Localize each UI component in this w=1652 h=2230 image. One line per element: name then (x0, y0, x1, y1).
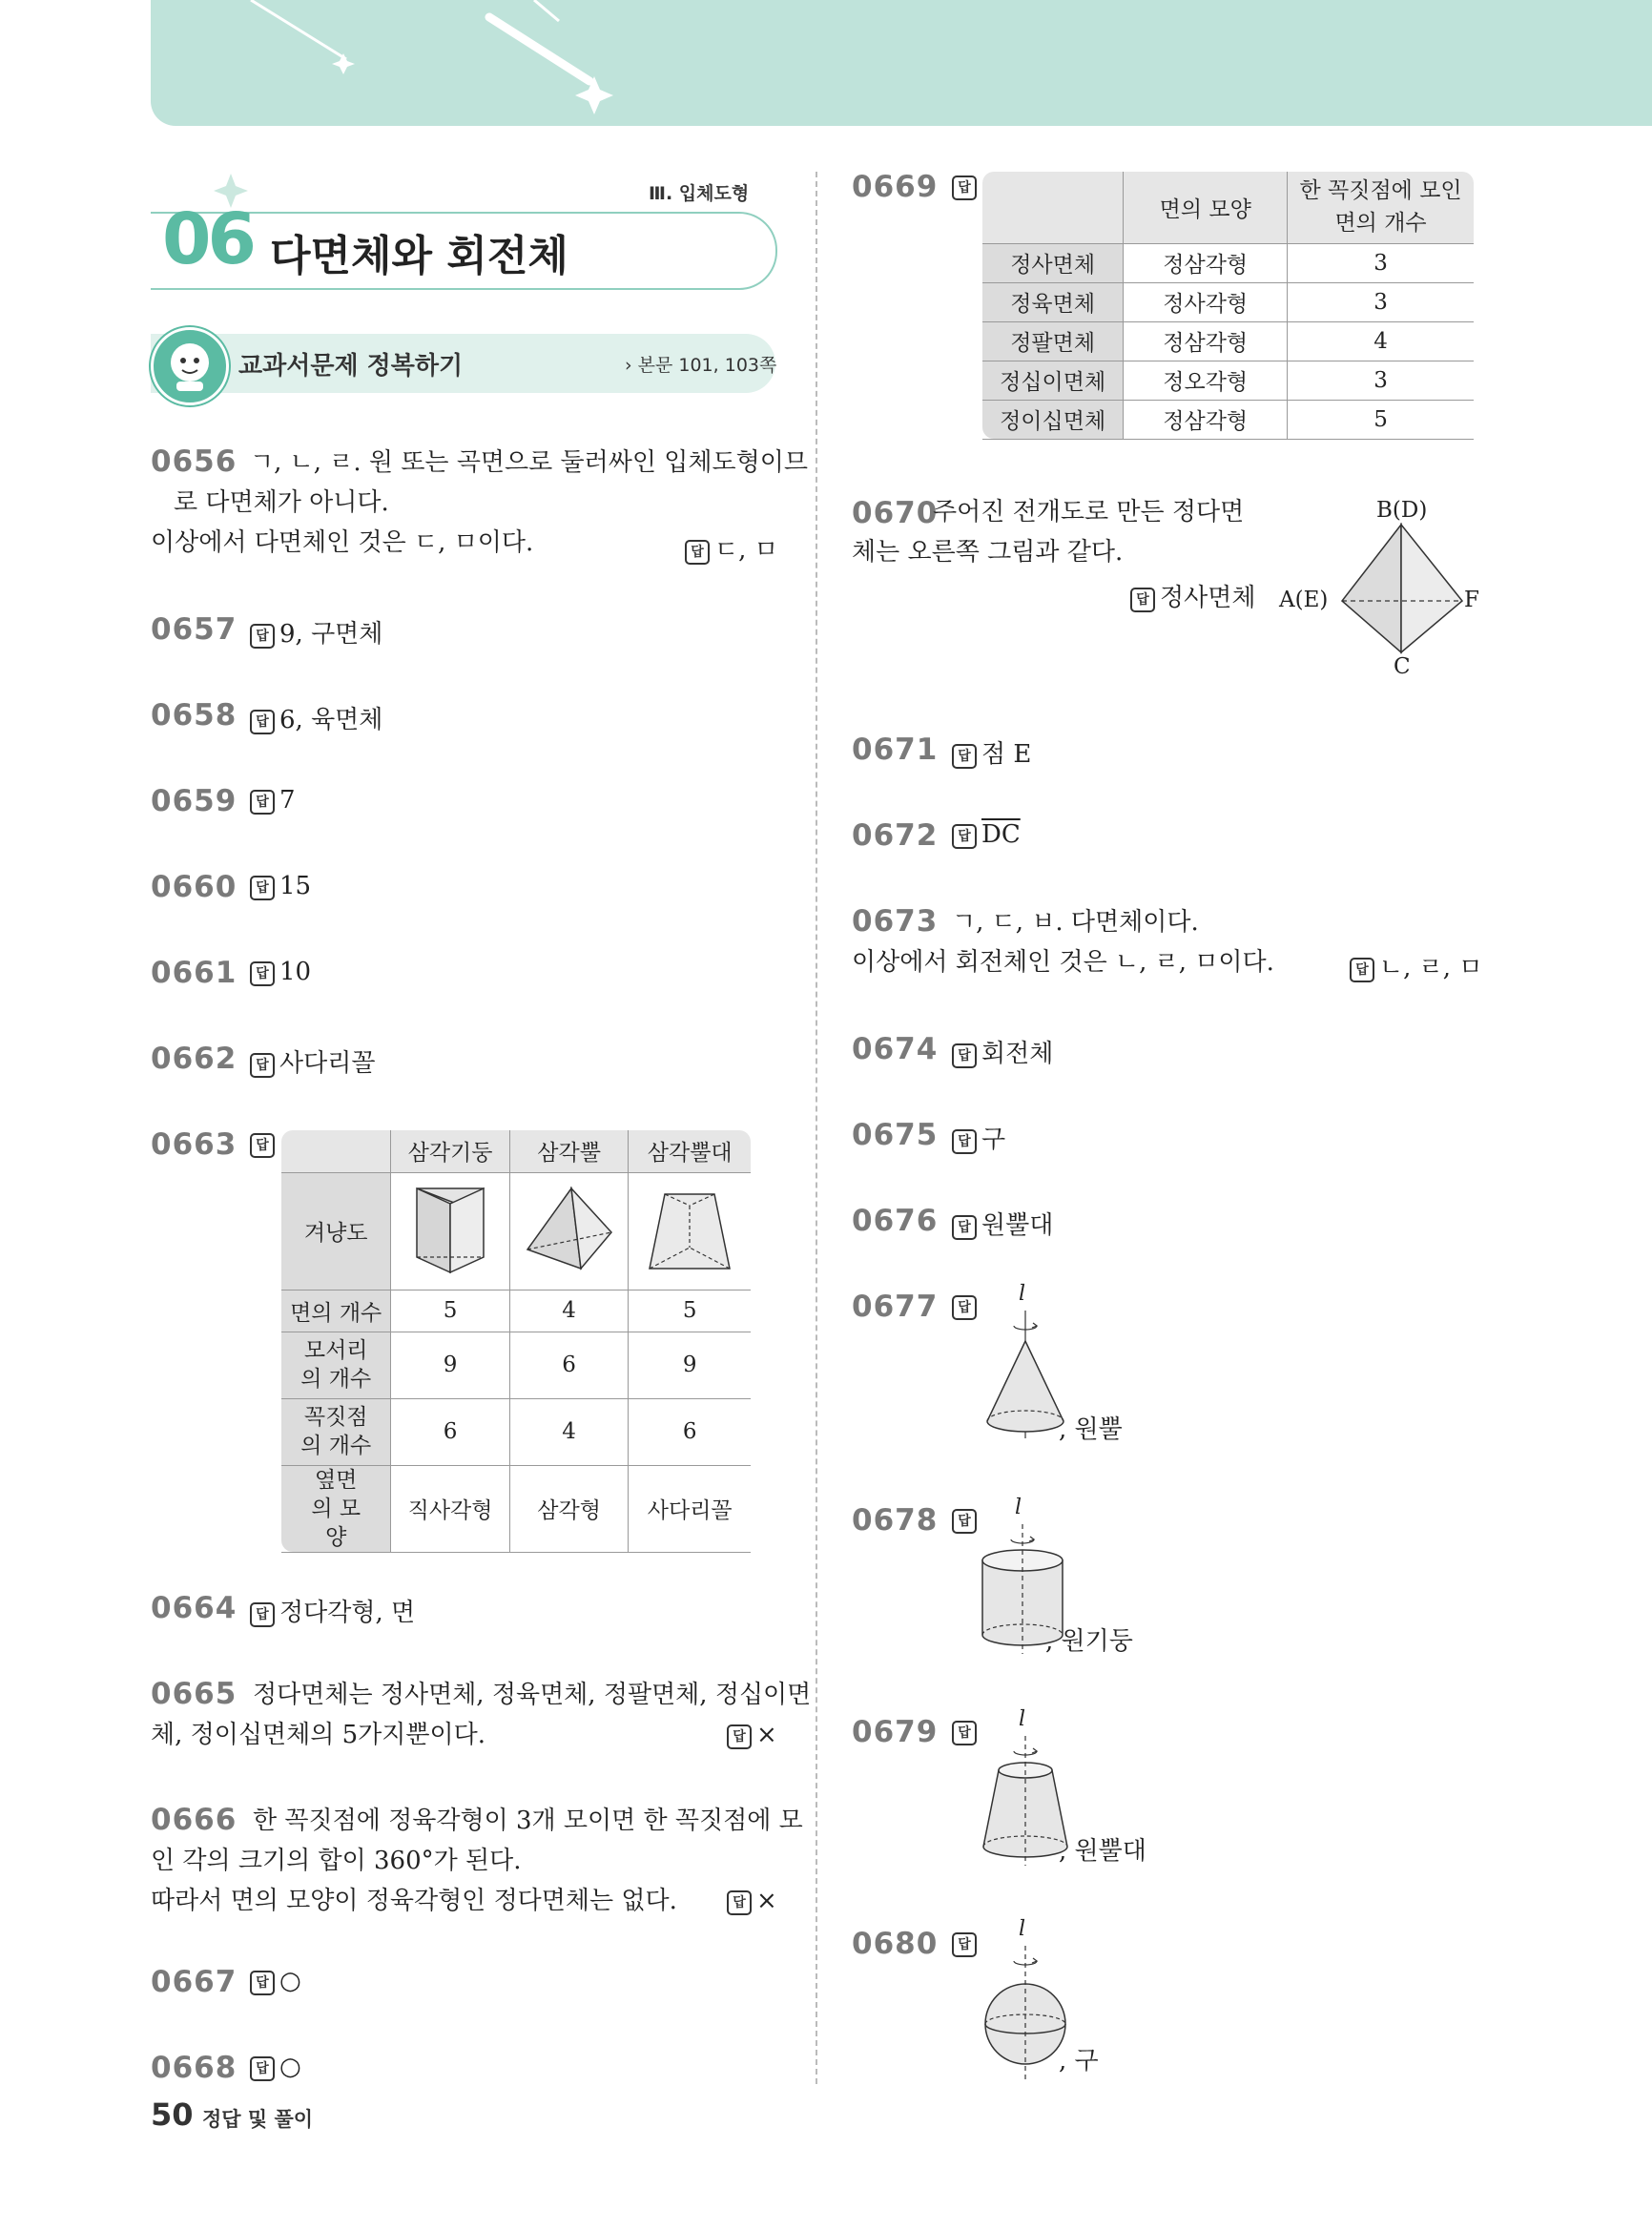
answer-text: 정사면체 (1160, 584, 1256, 612)
axis-label: l (1019, 1707, 1026, 1731)
answer-icon: 답 (1130, 588, 1155, 612)
truncated-pyramid-figure (629, 1172, 751, 1290)
cell: 정사각형 (1124, 282, 1288, 321)
pill-title: 교과서문제 정복하기 (238, 352, 464, 381)
answer-text: 회전체 (981, 1040, 1054, 1068)
explanation-line: 한 꼭짓점에 정육각형이 3개 모이면 한 꼭짓점에 모 (253, 1807, 803, 1835)
row-header: 정사면체 (982, 243, 1124, 282)
cell: 정삼각형 (1124, 321, 1288, 361)
answer (250, 1129, 279, 1158)
answer-text: 15 (279, 872, 312, 900)
answer-text: ㄷ, ㅁ (714, 536, 778, 565)
cell: 3 (1288, 243, 1474, 282)
answer-text: ○ (279, 2053, 301, 2081)
row-header: 정이십면체 (982, 400, 1124, 439)
answer-text: ㄴ, ㄹ, ㅁ (1379, 954, 1483, 982)
explanation-line: 이상에서 회전체인 것은 ㄴ, ㄹ, ㅁ이다. (852, 948, 1274, 977)
answer-icon: 답 (250, 1602, 275, 1627)
row-header: 면의 개수 (281, 1290, 391, 1332)
answer-icon: 답 (250, 1971, 275, 1995)
answer (952, 172, 981, 200)
cell: 5 (391, 1290, 509, 1332)
row-header: 꼭짓점의 개수 (281, 1398, 391, 1465)
problem-number: 0678 (852, 1503, 939, 1538)
problem-number: 0675 (852, 1118, 939, 1152)
answer (952, 820, 1021, 849)
problem-number: 0671 (852, 733, 939, 767)
row-header: 옆면의 모양 (281, 1465, 391, 1552)
problem-number: 0668 (151, 2051, 237, 2085)
answer-icon: 답 (952, 176, 977, 200)
vertex-label: B(D) (1376, 498, 1428, 523)
triangular-pyramid-figure (509, 1172, 629, 1290)
explanation-line: ㄱ, ㄴ, ㄹ. 원 또는 곡면으로 둘러싸인 입체도형이므 (250, 448, 808, 477)
answer-text: , 원뿔 (1059, 1415, 1123, 1444)
vertex-label: A(E) (1279, 588, 1329, 612)
answer-text: × (756, 1721, 777, 1749)
answer-text: , 구 (1059, 2047, 1099, 2075)
answer (952, 1034, 1053, 1069)
col-header: 면의 모양 (1124, 172, 1288, 243)
answer-text: × (756, 1887, 777, 1915)
answer-text: $\overline{DC}$ (981, 820, 1021, 849)
cell: 정삼각형 (1124, 243, 1288, 282)
answer (1350, 948, 1482, 983)
problem-number: 0667 (151, 1965, 237, 1999)
problem-number: 0679 (852, 1715, 939, 1749)
problem-number: 0664 (151, 1591, 237, 1625)
col-header: 삼각뿔대 (629, 1130, 751, 1172)
answer (250, 700, 382, 735)
problem-number: 0669 (852, 170, 939, 204)
regular-polyhedra-table (982, 172, 1474, 440)
answer (250, 1967, 301, 1995)
chapter-number: 06 (162, 198, 253, 280)
row-header: 겨냥도 (281, 1172, 391, 1290)
tetrahedron-figure (1273, 494, 1493, 685)
solid-comparison-table (281, 1130, 751, 1553)
problem-number: 0660 (151, 870, 237, 904)
row-header: 정십이면체 (982, 361, 1124, 400)
answer-icon: 답 (952, 1721, 977, 1745)
pill-page-ref: › 본문 101, 103쪽 (625, 355, 777, 376)
answer-text: 구 (981, 1125, 1006, 1154)
answer (952, 734, 1031, 770)
answer-text: 사다리꼴 (279, 1049, 376, 1078)
answer-icon: 답 (250, 1053, 275, 1078)
row-header: 정육면체 (982, 282, 1124, 321)
explanation-line: 이상에서 다면체인 것은 ㄷ, ㅁ이다. (151, 528, 534, 557)
answer-text: 7 (279, 786, 296, 815)
row-header: 모서리의 개수 (281, 1332, 391, 1398)
cell: 5 (629, 1290, 751, 1332)
answer-text: 9, 구면체 (279, 620, 383, 649)
answer-text: ○ (279, 1967, 301, 1995)
problem-number: 0661 (151, 956, 237, 990)
page-number: 50 (151, 2096, 194, 2133)
answer (250, 786, 296, 815)
col-header: 한 꼭짓점에 모인 면의 개수 (1288, 172, 1474, 243)
cell: 사다리꼴 (629, 1465, 751, 1552)
cell: 6 (629, 1398, 751, 1465)
section-label: Ⅲ. 입체도형 (649, 183, 750, 204)
problem-number: 0656 (151, 444, 237, 479)
problem-number: 0673 (852, 904, 939, 939)
answer (685, 530, 778, 566)
cell: 5 (1288, 400, 1474, 439)
cell: 4 (509, 1398, 629, 1465)
cell: 3 (1288, 361, 1474, 400)
answer-text: 정다각형, 면 (279, 1599, 416, 1627)
explanation-line: ㄱ, ㄷ, ㅂ. 다면체이다. (952, 908, 1199, 937)
answer (250, 872, 311, 900)
cell: 삼각형 (509, 1465, 629, 1552)
col-header: 삼각기둥 (391, 1130, 509, 1172)
answer-text: , 원뿔대 (1059, 1837, 1146, 1866)
axis-label: l (1015, 1496, 1022, 1519)
answer-icon: 답 (250, 876, 275, 900)
answer-icon: 답 (952, 744, 977, 769)
axis-label: l (1019, 1917, 1026, 1941)
explanation-line: 체, 정이십면체의 5가지뿐이다. (151, 1721, 485, 1749)
cell: 정삼각형 (1124, 400, 1288, 439)
problem-number: 0663 (151, 1127, 237, 1162)
answer-icon: 답 (952, 1129, 977, 1154)
answer-icon: 답 (727, 1890, 752, 1915)
explanation-line: 인 각의 크기의 합이 360°가 된다. (151, 1847, 522, 1875)
answer-icon: 답 (952, 1295, 977, 1320)
answer-icon: 답 (250, 961, 275, 986)
answer-text: 6, 육면체 (279, 706, 383, 734)
vertex-label: C (1394, 654, 1411, 679)
answer-text: 원뿔대 (981, 1211, 1054, 1240)
explanation-line: 정다면체는 정사면체, 정육면체, 정팔면체, 정십이면 (253, 1681, 812, 1709)
problem-number: 0672 (852, 818, 939, 853)
problem-number: 0662 (151, 1042, 237, 1076)
column-divider (816, 172, 817, 2084)
answer-icon: 답 (250, 710, 275, 734)
problem-number: 0674 (852, 1032, 939, 1066)
problem-number: 0676 (852, 1204, 939, 1238)
answer-icon: 답 (250, 790, 275, 815)
problem-number: 0657 (151, 612, 237, 647)
answer (1130, 578, 1255, 613)
cell: 6 (509, 1332, 629, 1398)
chapter-title: 다면체와 회전체 (270, 232, 568, 280)
answer-icon: 답 (727, 1724, 752, 1749)
answer (250, 958, 311, 986)
answer-icon: 답 (952, 1932, 977, 1957)
answer-icon: 답 (952, 1215, 977, 1240)
footer-label: 정답 및 풀이 (202, 2108, 314, 2131)
answer-text: 점 E (981, 740, 1032, 769)
vertex-label: F (1464, 588, 1479, 612)
cell: 3 (1288, 282, 1474, 321)
answer (250, 2053, 301, 2081)
problem-number: 0658 (151, 698, 237, 733)
cell: 9 (391, 1332, 509, 1398)
problem-number: 0659 (151, 784, 237, 818)
answer (727, 1887, 777, 1915)
answer-text: , 원기둥 (1045, 1627, 1133, 1656)
answer (952, 1206, 1053, 1241)
cell: 정오각형 (1124, 361, 1288, 400)
row-header: 정팔면체 (982, 321, 1124, 361)
top-banner (151, 0, 1652, 126)
explanation-line: 따라서 면의 모양이 정육각형인 정다면체는 없다. (151, 1887, 677, 1915)
answer-icon: 답 (952, 1509, 977, 1534)
answer-text: 10 (279, 958, 312, 986)
explanation-line: 로 다면체가 아니다. (174, 488, 389, 517)
answer-icon: 답 (250, 624, 275, 649)
answer (250, 614, 382, 650)
cell: 9 (629, 1332, 751, 1398)
answer (250, 1043, 375, 1079)
problem-number: 0666 (151, 1803, 237, 1837)
answer-icon: 답 (685, 540, 710, 565)
answer-icon: 답 (952, 1043, 977, 1068)
cell: 4 (509, 1290, 629, 1332)
cell: 직사각형 (391, 1465, 509, 1552)
answer-icon: 답 (250, 1133, 275, 1158)
problem-number: 0680 (852, 1927, 939, 1961)
answer (727, 1721, 777, 1749)
mascot-icon (151, 327, 229, 405)
shooting-star-decoration (151, 0, 1652, 126)
answer (952, 1120, 1005, 1155)
problem-number: 0670 (852, 496, 939, 530)
axis-label: l (1019, 1282, 1026, 1306)
cell: 4 (1288, 321, 1474, 361)
answer-icon: 답 (1350, 958, 1374, 982)
problem-number: 0677 (852, 1290, 939, 1324)
col-header: 삼각뿔 (509, 1130, 629, 1172)
answer (250, 1593, 415, 1628)
explanation-line: 체는 오른쪽 그림과 같다. (852, 538, 1124, 567)
triangular-prism-figure (391, 1172, 509, 1290)
problem-number: 0665 (151, 1677, 237, 1711)
explanation-line: 주어진 전개도로 만든 정다면 (933, 498, 1245, 527)
answer-icon: 답 (250, 2056, 275, 2081)
answer-icon: 답 (952, 824, 977, 849)
cell: 6 (391, 1398, 509, 1465)
